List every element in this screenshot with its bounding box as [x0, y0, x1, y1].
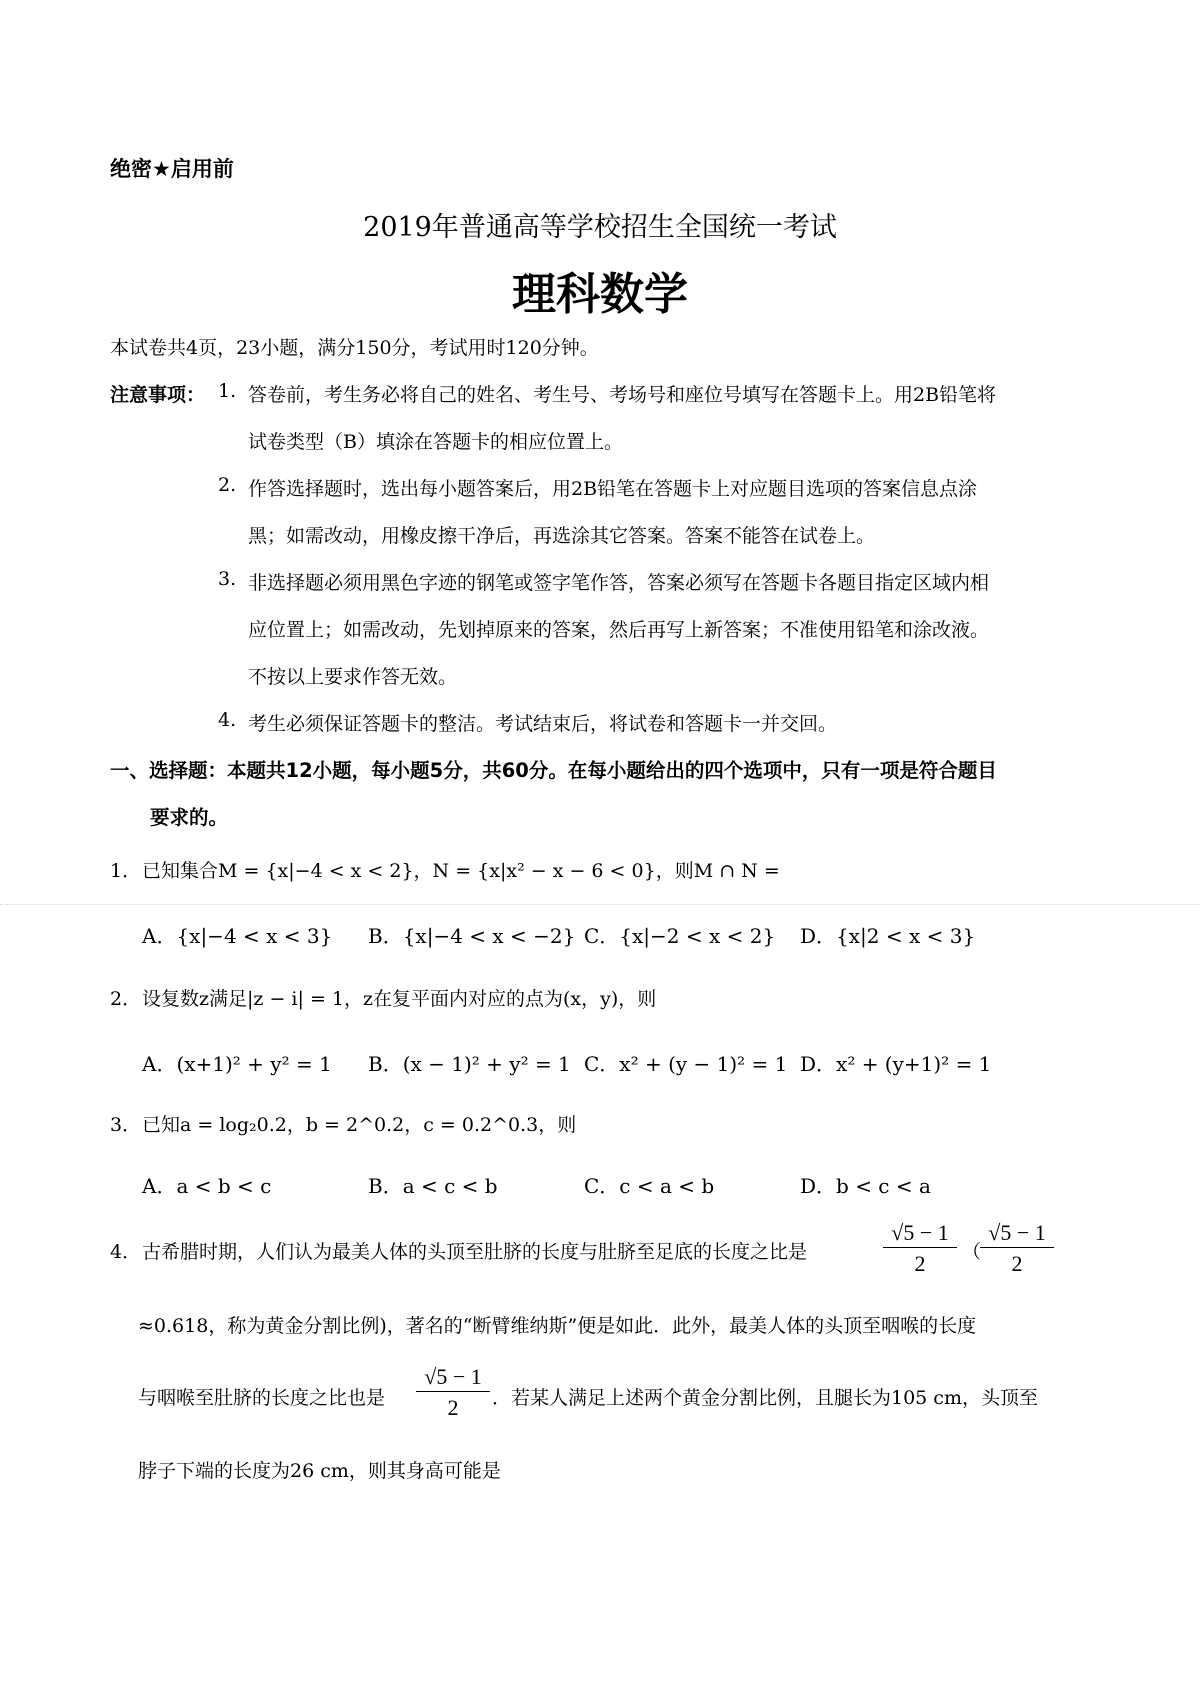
- notice-item-number: 3.: [218, 568, 237, 590]
- question-stem: 已知a = log₂0.2，b = 2^0.2，c = 0.2^0.3，则: [142, 1114, 577, 1136]
- golden-ratio-fraction: [883, 1220, 957, 1277]
- page-divider: [0, 904, 1200, 905]
- notice-item-line: 作答选择题时，选出每小题答案后，用2B铅笔在答题卡上对应题目选项的答案信息点涂: [248, 478, 978, 500]
- fraction-denominator: 2: [1011, 1251, 1023, 1276]
- notice-item-line: 试卷类型（B）填涂在答题卡的相应位置上。: [248, 431, 623, 453]
- exam-title: 2019年普通高等学校招生全国统一考试: [363, 212, 837, 243]
- notice-item-line: 应位置上；如需改动，先划掉原来的答案，然后再写上新答案；不准使用铅笔和涂改液。: [248, 619, 990, 641]
- question-number: 2．: [110, 988, 142, 1010]
- confidential-mark: 绝密★启用前: [110, 157, 234, 181]
- option-c: C．{x|−2 < x < 2}: [584, 924, 776, 948]
- fraction-numerator: √5 − 1: [980, 1220, 1054, 1248]
- notice-item-line: 黑；如需改动，用橡皮擦干净后，再选涂其它答案。答案不能答在试卷上。: [248, 525, 876, 547]
- notice-item-line: 答卷前，考生务必将自己的姓名、考生号、考场号和座位号填写在答题卡上。用2B铅笔将: [248, 384, 997, 406]
- option-b: B．a < c < b: [368, 1174, 498, 1198]
- question-stem: 设复数z满足|z − i| = 1，z在复平面内对应的点为(x，y)，则: [142, 988, 657, 1010]
- option-b: B．{x|−4 < x < −2}: [368, 924, 576, 948]
- question-stem: 已知集合M = {x|−4 < x < 2}，N = {x|x² − x − 6 < 0}，则M ∩ N =: [142, 860, 780, 882]
- question-number: 3．: [110, 1114, 142, 1136]
- option-d: D．{x|2 < x < 3}: [800, 924, 976, 948]
- option-a: A．a < b < c: [142, 1174, 272, 1198]
- golden-ratio-fraction: [416, 1364, 490, 1421]
- option-d: D．b < c < a: [800, 1174, 931, 1198]
- option-d: D．x² + (y+1)² = 1: [800, 1052, 992, 1076]
- question-stem-line: ≈0.618，称为黄金分割比例)，著名的“断臂维纳斯”便是如此．此外，最美人体的头顶至咽喉的长度: [138, 1315, 977, 1337]
- option-b: B．(x − 1)² + y² = 1: [368, 1052, 571, 1076]
- option-c: C．x² + (y − 1)² = 1: [584, 1052, 788, 1076]
- question-number: 4．: [110, 1241, 142, 1263]
- option-a: A．(x+1)² + y² = 1: [142, 1052, 332, 1076]
- option-a: A．{x|−4 < x < 3}: [142, 924, 333, 948]
- section-heading: 一、选择题：本题共12小题，每小题5分，共60分。在每小题给出的四个选项中，只有一项是符合题目: [110, 759, 997, 782]
- question-number: 1．: [110, 860, 142, 882]
- fraction-numerator: √5 − 1: [416, 1364, 490, 1392]
- fraction-denominator: 2: [447, 1395, 459, 1420]
- notice-label: 注意事项：: [110, 384, 206, 406]
- question-stem-line: 脖子下端的长度为26 cm，则其身高可能是: [138, 1460, 501, 1482]
- notice-item-number: 4.: [218, 709, 237, 731]
- notice-item-line: 非选择题必须用黑色字迹的钢笔或签字笔作答，答案必须写在答题卡各题目指定区域内相: [248, 572, 990, 594]
- exam-intro: 本试卷共4页，23小题，满分150分，考试用时120分钟。: [110, 337, 599, 359]
- section-heading-cont: 要求的。: [150, 806, 229, 829]
- notice-item-line: 考生必须保证答题卡的整洁。考试结束后，将试卷和答题卡一并交回。: [248, 713, 838, 735]
- question-stem-line: 与咽喉至肚脐的长度之比也是: [138, 1387, 386, 1409]
- option-c: C．c < a < b: [584, 1174, 715, 1198]
- question-stem-line: ．若某人满足上述两个黄金分割比例，且腿长为105 cm，头顶至: [492, 1387, 1038, 1409]
- golden-ratio-fraction: [980, 1220, 1054, 1277]
- question-stem: 古希腊时期，人们认为最美人体的头顶至肚脐的长度与肚脐至足底的长度之比是: [142, 1241, 808, 1263]
- notice-item-line: 不按以上要求作答无效。: [248, 666, 458, 688]
- fraction-denominator: 2: [914, 1251, 926, 1276]
- notice-item-number: 2.: [218, 474, 237, 496]
- subject-title: 理科数学: [512, 269, 688, 320]
- fraction-numerator: √5 − 1: [883, 1220, 957, 1248]
- paren-open: （: [962, 1241, 982, 1263]
- notice-item-number: 1.: [218, 380, 237, 402]
